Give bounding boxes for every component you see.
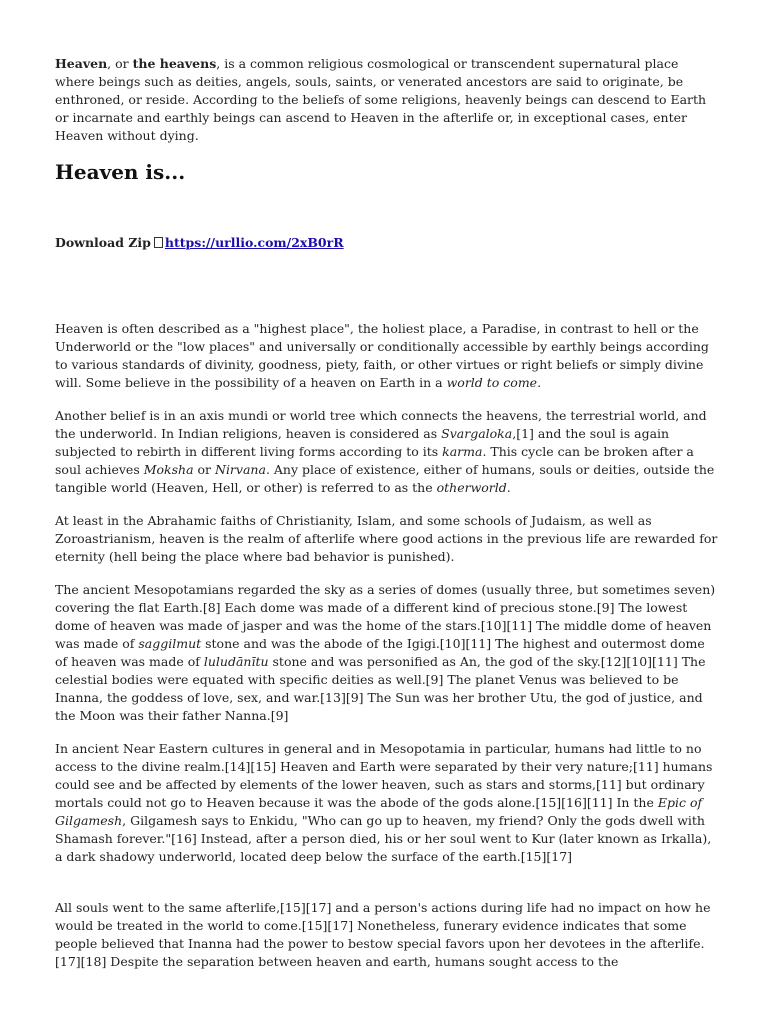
paragraph-6: All souls went to the same afterlife,[15][17] and a person's actions during life had no impact on how he would be treated in the world to come.[15][17] Nonetheless, funerary evidence indicates that some people believed that Inanna had the power to bestow special favors upon her devotees in the afterlife.[17][18] Despite the separation between heaven and earth, humans sought access to the <box>55 900 711 969</box>
page-heading: Heaven is... <box>55 160 186 184</box>
term-the-heavens: the heavens <box>132 56 217 71</box>
paragraph-4: The ancient Mesopotamians regarded the sky as a series of domes (usually three, but sometimes seven) covering the flat Earth.[8] Each dome was made of a different kind of precious stone.[9] The lowest dome of heaven was made of jasper and was the home of the stars.[10][11] The middle dome of heaven was made of saggilmut stone and was the abode of the Igigi.[10][11] The highest and outermost dome of heaven was made of luludānītu stone and was personified as An, the god of the sky.[12][10][11] The celestial bodies were equated with specific deities as well.[9] The planet Venus was believed to be Inanna, the goddess of love, sex, and war.[13][9] The Sun was her brother Utu, the god of justice, and the Moon was their father Nanna.[9] <box>55 582 716 723</box>
paragraph-3: At least in the Abrahamic faiths of Christianity, Islam, and some schools of Judaism, as well as Zoroastrianism, heaven is the realm of afterlife where good actions in the previous life are rewarded for eternity (hell being the place where bad behavior is punished). <box>55 513 718 564</box>
intro-paragraph: Heaven, or the heavens, is a common religious cosmological or transcendent supernatural place where beings such as deities, angels, souls, saints, or venerated ancestors are said to originate, be enthroned, or reside. According to the beliefs of some religions, heavenly beings can descend to Earth or incarnate and earthly beings can ascend to Heaven in the afterlife or, in exceptional cases, enter Heaven without dying. <box>55 56 707 143</box>
paragraph-1: Heaven is often described as a "highest place", the holiest place, a Paradise, in contrast to hell or the Underworld or the "low places" and universally or conditionally accessible by earthly beings according to various standards of divinity, goodness, piety, faith, or other virtues or right beliefs or simply divine will. Some believe in the possibility of a heaven on Earth in a world to come. <box>55 321 709 390</box>
download-line <box>55 234 720 252</box>
download-label: Download Zip <box>55 235 151 250</box>
term-heaven: Heaven <box>55 56 108 71</box>
paragraph-2: Another belief is in an axis mundi or world tree which connects the heavens, the terrestrial world, and the underworld. In Indian religions, heaven is considered as Svargaloka,[1] and the soul is again subjected to rebirth in different living forms according to its karma. This cycle can be broken after a soul achieves Moksha or Nirvana. Any place of existence, either of humans, souls or deities, outside the tangible world (Heaven, Hell, or other) is referred to as the otherworld. <box>55 408 715 495</box>
document-page <box>55 55 720 971</box>
box-glyph-icon <box>154 237 163 248</box>
paragraph-5: In ancient Near Eastern cultures in general and in Mesopotamia in particular, humans had little to no access to the divine realm.[14][15] Heaven and Earth were separated by their very nature;[11] humans could see and be affected by elements of the lower heaven, such as stars and storms,[11] but ordinary mortals could not go to Heaven because it was the abode of the gods alone.[15][16][11] In the Epic of Gilgamesh, Gilgamesh says to Enkidu, "Who can go up to heaven, my friend? Only the gods dwell with Shamash forever."[16] Instead, after a person died, his or her soul went to Kur (later known as Irkalla), a dark shadowy underworld, located deep below the surface of the earth.[15][17] <box>55 741 713 864</box>
download-link[interactable]: https://urllio.com/2xB0rR <box>164 235 344 250</box>
